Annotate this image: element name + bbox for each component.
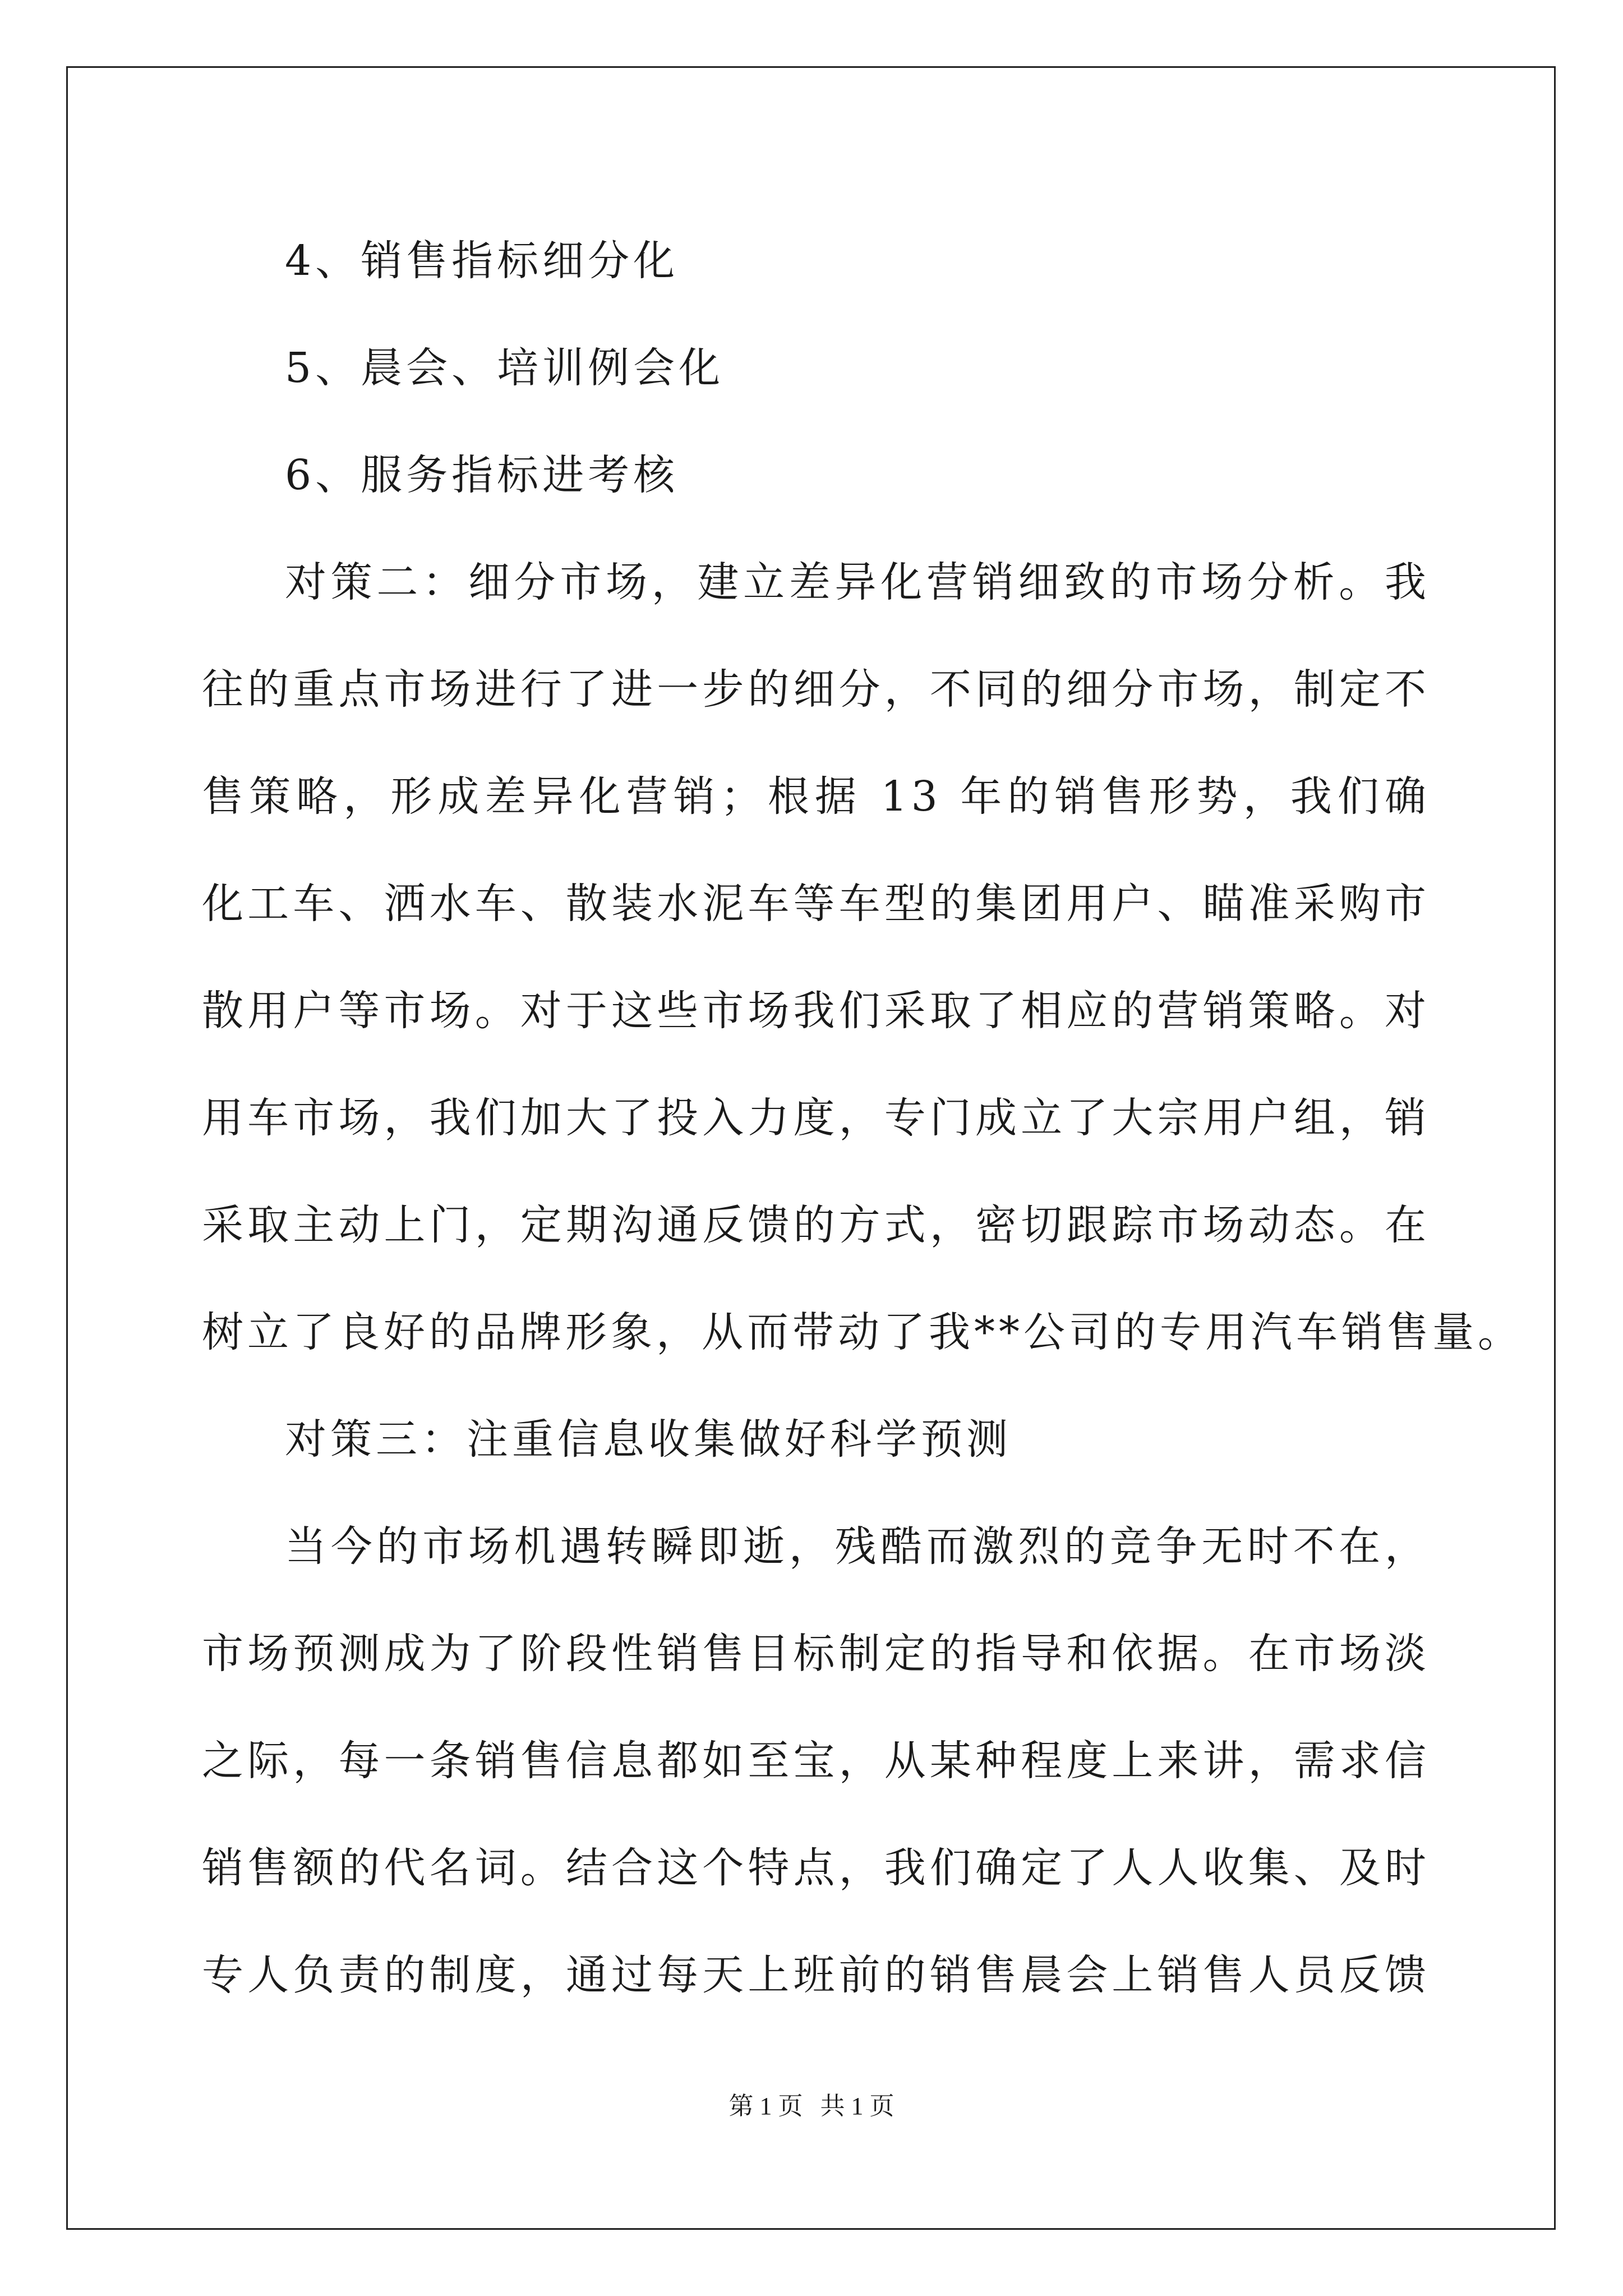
list-item-sales-targets: 4、销售指标细分化 [285, 237, 679, 285]
page-footer [0, 2086, 1623, 2122]
paragraph-strategy-two-line: 化工车、洒水车、散装水泥车等车型的集团用户、瞄准采购市 [202, 880, 1430, 928]
list-item-morning-meetings: 5、晨会、培训例会化 [285, 344, 725, 392]
paragraph-strategy-two-line: 用车市场，我们加大了投入力度，专门成立了大宗用户组，销 [202, 1094, 1430, 1142]
list-item-service-assessment: 6、服务指标进考核 [285, 451, 679, 499]
paragraph-strategy-two-line: 散用户等市场。对于这些市场我们采取了相应的营销策略。对 [202, 987, 1430, 1035]
paragraph-strategy-two-line: 树立了良好的品牌形象，从而带动了我**公司的专用汽车销售量。 [202, 1308, 1523, 1356]
paragraph-strategy-two-line: 对策二：细分市场，建立差异化营销细致的市场分析。我 [285, 558, 1430, 606]
paragraph-strategy-two-line: 售策略，形成差异化营销；根据 13 年的销售形势，我们确 [202, 772, 1430, 821]
paragraph-forecast-line: 销售额的代名词。结合这个特点，我们确定了人人收集、及时 [202, 1844, 1430, 1892]
paragraph-forecast-line: 专人负责的制度，通过每天上班前的销售晨会上销售人员反馈 [202, 1951, 1430, 1999]
paragraph-forecast-line: 市场预测成为了阶段性销售目标制定的指导和依据。在市场淡 [202, 1630, 1430, 1678]
page-total: 共 1 页 [820, 2092, 895, 2120]
paragraph-forecast-line: 当今的市场机遇转瞬即逝，残酷而激烈的竞争无时不在， [285, 1522, 1430, 1571]
heading-strategy-three: 对策三：注重信息收集做好科学预测 [285, 1415, 1012, 1464]
page-number: 第 1 页 [728, 2092, 803, 2120]
paragraph-forecast-line: 之际，每一条销售信息都如至宝，从某种程度上来讲，需求信 [202, 1737, 1430, 1785]
document-body [202, 208, 1523, 2029]
paragraph-strategy-two-line: 采取主动上门，定期沟通反馈的方式，密切跟踪市场动态。在 [202, 1201, 1430, 1249]
paragraph-strategy-two-line: 往的重点市场进行了进一步的细分，不同的细分市场，制定不 [202, 665, 1430, 714]
